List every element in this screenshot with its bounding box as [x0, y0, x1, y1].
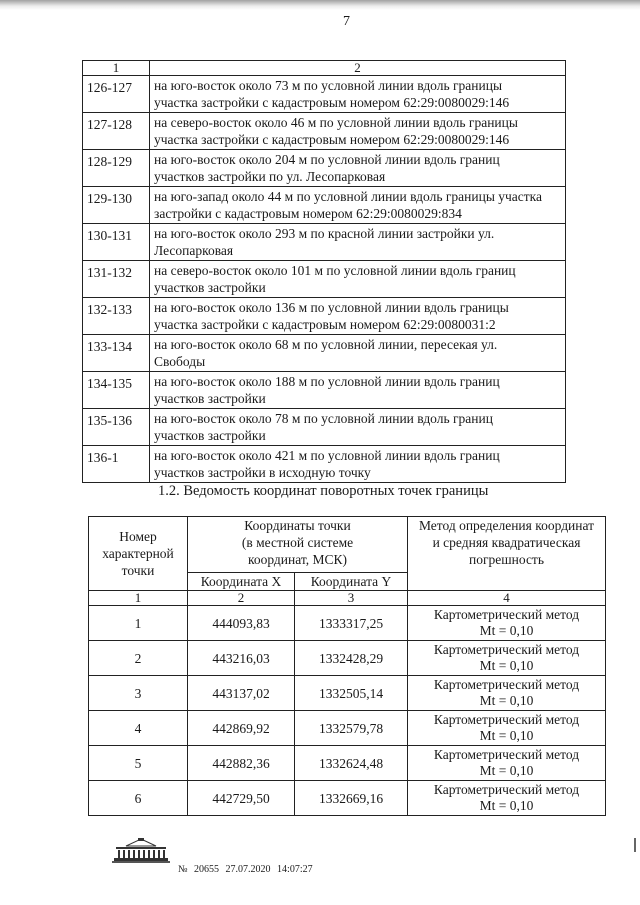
- segment-range: 129-130: [83, 187, 150, 224]
- method-cell: Картометрический метод Mt = 0,10: [408, 781, 606, 816]
- segment-description: на юго-восток около 68 м по условной линии, пересекая ул. Свободы: [150, 335, 566, 372]
- coordinate-x: 442729,50: [188, 781, 295, 816]
- doc-number: 20655: [194, 864, 220, 875]
- segment-range: 136-1: [83, 446, 150, 483]
- stamp-date: 27.07.2020: [225, 864, 271, 875]
- table-row: [83, 113, 566, 150]
- point-number: 2: [89, 641, 188, 676]
- table-row: [83, 409, 566, 446]
- coordinate-x: 442882,36: [188, 746, 295, 781]
- point-number: 1: [89, 606, 188, 641]
- segment-description: на юго-восток около 293 м по красной линии застройки ул. Лесопарковая: [150, 224, 566, 261]
- table-row: [89, 676, 606, 711]
- segment-range: 133-134: [83, 335, 150, 372]
- table-row: [83, 261, 566, 298]
- column-index-4: 4: [408, 591, 606, 606]
- segment-description: на юго-восток около 204 м по условной линии вдоль границ участков застройки по ул. Лесопарковая: [150, 150, 566, 187]
- coordinate-y: 1332669,16: [295, 781, 408, 816]
- registration-stamp: [178, 864, 317, 875]
- header-point-number: Номер характерной точки: [89, 517, 188, 591]
- header-method: Метод определения координат и средняя квадратическая погрешность: [408, 517, 606, 591]
- table-row: [83, 372, 566, 409]
- segment-range: 131-132: [83, 261, 150, 298]
- point-number: 6: [89, 781, 188, 816]
- method-cell: Картометрический метод Mt = 0,10: [408, 606, 606, 641]
- segment-description: на северо-восток около 46 м по условной линии вдоль границы участка застройки с кадастровым номером 62:29:0080029:146: [150, 113, 566, 150]
- table-row: [83, 76, 566, 113]
- table-row: [83, 446, 566, 483]
- table-row: [89, 746, 606, 781]
- scan-edge: [0, 0, 640, 10]
- margin-mark: [634, 838, 636, 852]
- segment-description: на юго-восток около 188 м по условной линии вдоль границ участков застройки: [150, 372, 566, 409]
- segment-range: 134-135: [83, 372, 150, 409]
- segments-table: [82, 60, 566, 483]
- coordinate-y: 1332579,78: [295, 711, 408, 746]
- segment-range: 130-131: [83, 224, 150, 261]
- point-number: 5: [89, 746, 188, 781]
- segment-description: на юго-восток около 421 м по условной линии вдоль границ участков застройки в исходную точку: [150, 446, 566, 483]
- column-index-2: 2: [188, 591, 295, 606]
- coordinate-x: 444093,83: [188, 606, 295, 641]
- coordinate-y: 1332505,14: [295, 676, 408, 711]
- table-row: [89, 641, 606, 676]
- table-header-row: [83, 61, 566, 76]
- point-number: 3: [89, 676, 188, 711]
- coordinate-x: 443137,02: [188, 676, 295, 711]
- header-coordinate-x: Координата X: [188, 573, 295, 591]
- table-header-row: [89, 517, 606, 573]
- column-header-2: 2: [150, 61, 566, 76]
- segment-description: на северо-восток около 101 м по условной линии вдоль границ участков застройки: [150, 261, 566, 298]
- column-index-1: 1: [89, 591, 188, 606]
- header-coordinate-y: Координата Y: [295, 573, 408, 591]
- table-row: [89, 781, 606, 816]
- table-row: [83, 224, 566, 261]
- segment-range: 132-133: [83, 298, 150, 335]
- method-cell: Картометрический метод Mt = 0,10: [408, 676, 606, 711]
- coordinate-y: 1332624,48: [295, 746, 408, 781]
- segment-range: 126-127: [83, 76, 150, 113]
- table-row: [83, 335, 566, 372]
- coordinate-x: 443216,03: [188, 641, 295, 676]
- number-sign: №: [178, 864, 188, 875]
- table-row: [89, 606, 606, 641]
- coordinate-y: 1333317,25: [295, 606, 408, 641]
- stamp-time: 14:07:27: [277, 864, 313, 875]
- section-title: 1.2. Ведомость координат поворотных точек границы: [158, 483, 489, 499]
- coordinate-x: 442869,92: [188, 711, 295, 746]
- column-header-1: 1: [83, 61, 150, 76]
- coordinates-table: [88, 516, 606, 816]
- point-number: 4: [89, 711, 188, 746]
- method-cell: Картометрический метод Mt = 0,10: [408, 746, 606, 781]
- segment-range: 128-129: [83, 150, 150, 187]
- method-cell: Картометрический метод Mt = 0,10: [408, 711, 606, 746]
- table-index-row: [89, 591, 606, 606]
- table-row: [89, 711, 606, 746]
- segment-range: 127-128: [83, 113, 150, 150]
- header-coordinates: Координаты точки (в местной системе координат, МСК): [188, 517, 408, 573]
- table-row: [83, 150, 566, 187]
- table-row: [83, 298, 566, 335]
- segment-range: 135-136: [83, 409, 150, 446]
- coordinate-y: 1332428,29: [295, 641, 408, 676]
- table-row: [83, 187, 566, 224]
- segment-description: на юго-восток около 78 м по условной линии вдоль границ участков застройки: [150, 409, 566, 446]
- column-index-3: 3: [295, 591, 408, 606]
- segment-description: на юго-восток около 73 м по условной линии вдоль границы участка застройки с кадастровым номером 62:29:0080029:146: [150, 76, 566, 113]
- segment-description: на юго-восток около 136 м по условной линии вдоль границы участка застройки с кадастровым номером 62:29:0080031:2: [150, 298, 566, 335]
- page-number: 7: [343, 14, 350, 29]
- method-cell: Картометрический метод Mt = 0,10: [408, 641, 606, 676]
- building-emblem-icon: [112, 838, 170, 869]
- segment-description: на юго-запад около 44 м по условной линии вдоль границы участка застройки с кадастровым номером 62:29:0080029:834: [150, 187, 566, 224]
